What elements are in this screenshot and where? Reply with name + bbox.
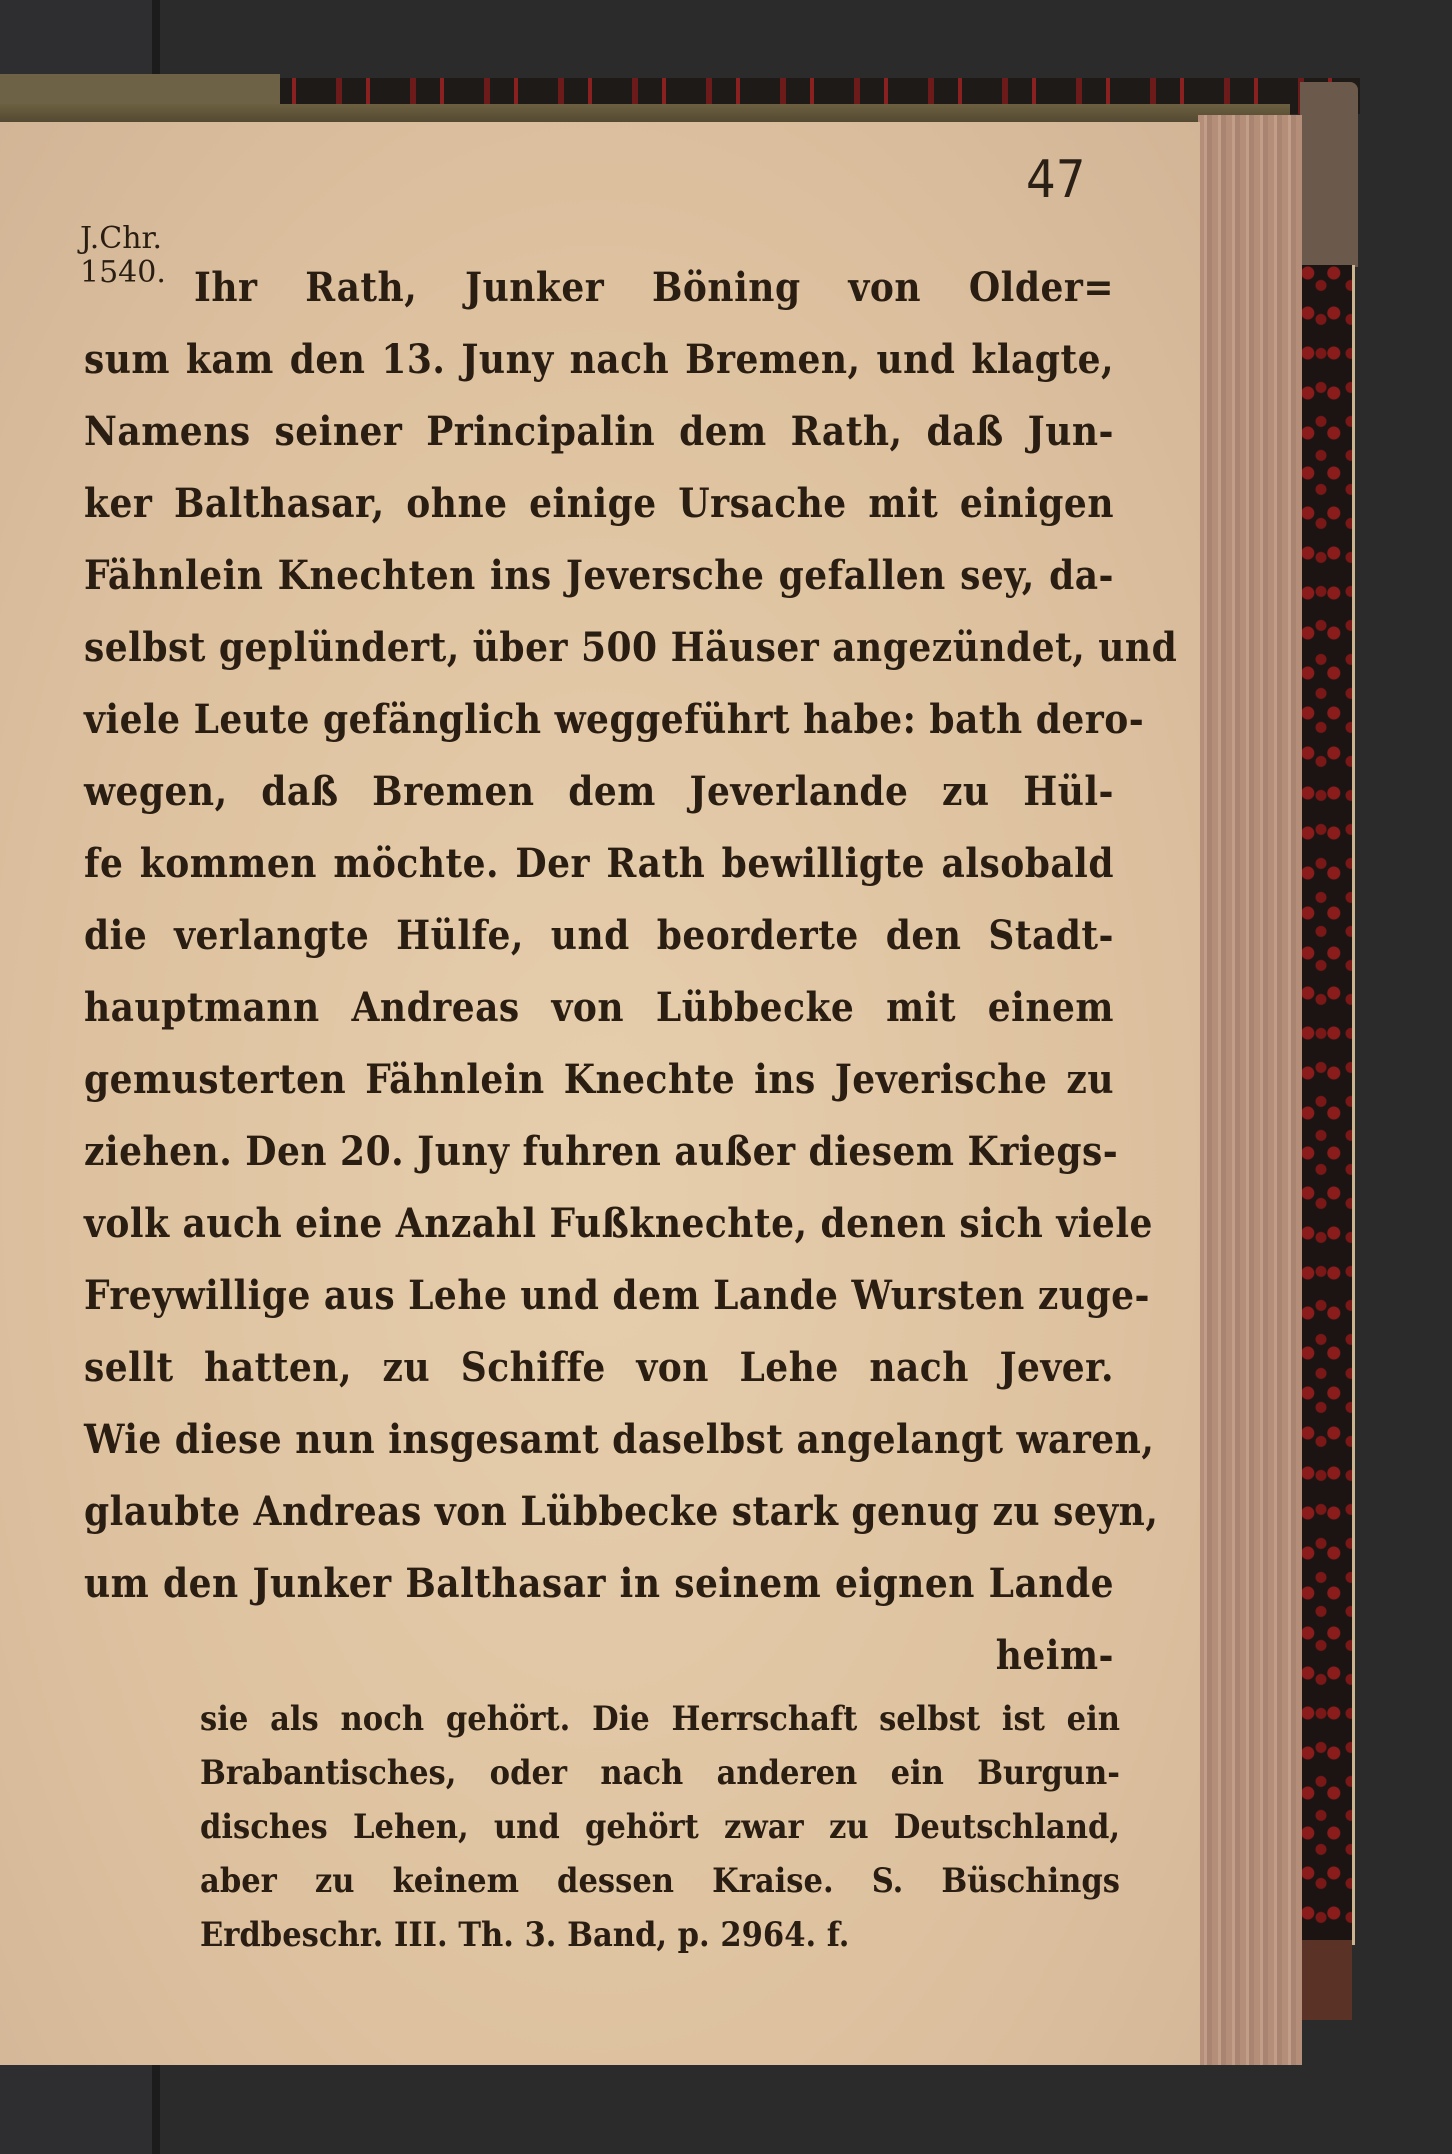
- text-line: glaubte Andreas von Lübbecke stark genug zu seyn,: [84, 1488, 1159, 1535]
- text-line: die verlangte Hülfe, und beorderte den Stadt-: [84, 912, 1114, 959]
- text-line: Ihr Rath, Junker Böning von Older=: [194, 264, 1114, 311]
- text-line: selbst geplündert, über 500 Häuser angezündet, und: [84, 624, 1178, 671]
- margin-note-date: 1540.: [80, 255, 166, 290]
- footnote-line: disches Lehen, und gehört zwar zu Deutschland,: [200, 1807, 1120, 1847]
- text-line: sellt hatten, zu Schiffe von Lehe nach Jever.: [84, 1344, 1114, 1391]
- cover-cloth-corner: [1300, 82, 1358, 267]
- cover-right-marbled: [1300, 265, 1355, 1945]
- text-line: volk auch eine Anzahl Fußknechte, denen sich viele: [84, 1200, 1153, 1247]
- text-line: Freywillige aus Lehe und dem Lande Wursten zuge-: [84, 1272, 1150, 1319]
- text-line: Wie diese nun insgesamt daselbst angelangt waren,: [84, 1416, 1155, 1463]
- margin-note-era: J.Chr.: [80, 221, 163, 256]
- text-line: sum kam den 13. Juny nach Bremen, und klagte,: [84, 336, 1114, 383]
- book-page: [0, 122, 1200, 2065]
- catchword: heim-: [995, 1632, 1114, 1679]
- text-line: viele Leute gefänglich weggeführt habe: bath dero-: [84, 696, 1145, 743]
- footnote-line: Erdbeschr. III. Th. 3. Band, p. 2964. f.: [200, 1915, 850, 1955]
- text-line: um den Junker Balthasar in seinem eignen Lande: [84, 1560, 1114, 1607]
- body-text: [84, 252, 1178, 1692]
- footnote-line: sie als noch gehört. Die Herrschaft selbst ist ein: [200, 1699, 1120, 1739]
- text-line: ker Balthasar, ohne einige Ursache mit einigen: [84, 480, 1114, 527]
- text-line: wegen, daß Bremen dem Jeverlande zu Hül-: [84, 768, 1114, 815]
- text-line: gemusterten Fähnlein Knechte ins Jeverische zu: [84, 1056, 1114, 1103]
- text-line: ziehen. Den 20. Juny fuhren außer diesem Kriegs-: [84, 1128, 1119, 1175]
- text-line: Namens seiner Principalin dem Rath, daß Jun-: [84, 408, 1114, 455]
- page-number: 47: [1026, 150, 1086, 210]
- footnote-line: aber zu keinem dessen Kraise. S. Büschings: [200, 1861, 1120, 1901]
- footnote: [200, 1692, 1120, 1962]
- text-line: hauptmann Andreas von Lübbecke mit einem: [84, 984, 1114, 1031]
- text-line: fe kommen möchte. Der Rath bewilligte alsobald: [84, 840, 1114, 887]
- footnote-line: Brabantisches, oder nach anderen ein Burgun-: [200, 1753, 1120, 1793]
- text-line: Fähnlein Knechten ins Jeversche gefallen sey, da-: [84, 552, 1114, 599]
- page-fore-edge: [1198, 115, 1302, 2065]
- headband: [0, 104, 1290, 122]
